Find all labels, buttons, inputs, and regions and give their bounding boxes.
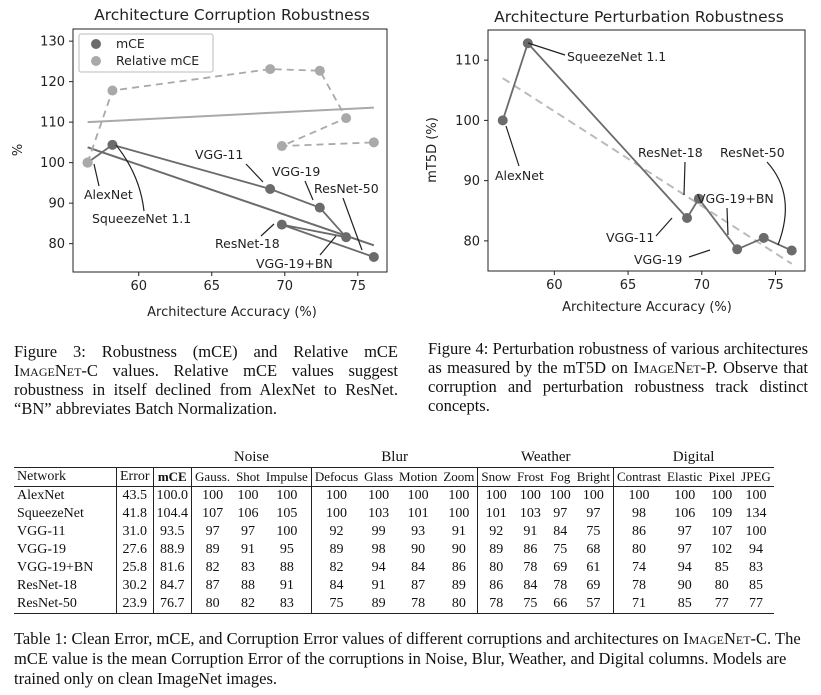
arrow4-resnet18: [684, 162, 685, 195]
ce-cell: 100: [674, 488, 696, 503]
fig4-ytick-label: 110: [455, 53, 480, 69]
fig4-caption-imagenet: ImageNet: [633, 358, 701, 377]
ce-cell: 100: [549, 488, 571, 503]
ce-cell: 86: [632, 524, 647, 539]
fig4-ytick-label: 90: [463, 174, 480, 190]
annot4-vgg19bn: VGG-19+BN: [697, 191, 774, 206]
fig3-point-1: [277, 141, 287, 151]
col-network: Network: [14, 468, 117, 487]
ce-cell: 87: [205, 578, 220, 593]
mce-cell: 84.7: [153, 577, 192, 595]
fig4-caption-post: -P. Observe that corruption and perturbation robustness track distinct concepts.: [428, 358, 809, 415]
table-column-header: [14, 468, 774, 487]
annot-vgg11: VGG-11: [195, 147, 244, 162]
ce-cell: 106: [237, 506, 259, 521]
network-cell: ResNet-18: [17, 578, 77, 593]
mce-cell: 88.9: [153, 541, 192, 559]
ce-cell: 88: [241, 578, 255, 593]
ce-cell: 97: [553, 506, 568, 521]
annot4-vgg11: VGG-11: [606, 230, 655, 245]
fig3-ytick-label: 90: [48, 196, 65, 212]
ce-cell: 100: [325, 506, 347, 521]
error-cell: 41.8: [117, 505, 154, 523]
fig3-point-1: [83, 158, 93, 168]
ce-cell: 106: [674, 506, 696, 521]
fig4-ytick-label: 80: [463, 234, 480, 250]
col-gauss: Gauss.: [192, 468, 234, 487]
ce-cell: 87: [411, 578, 426, 593]
fig3-legend: [79, 34, 213, 72]
table-row: [14, 577, 774, 595]
ce-cell: 69: [553, 560, 568, 575]
col-error: Error: [117, 468, 154, 487]
ce-cell: 101: [407, 506, 429, 521]
annot-vgg19: VGG-19: [272, 164, 321, 179]
ce-cell: 90: [411, 542, 426, 557]
col-motion: Motion: [396, 468, 440, 487]
network-cell: VGG-11: [17, 524, 66, 539]
fig3-ytick-label: 100: [40, 156, 65, 172]
error-cell: 43.5: [117, 487, 154, 506]
ce-cell: 100: [628, 488, 650, 503]
ce-cell: 69: [574, 577, 614, 595]
ce-cell: 100: [263, 487, 311, 506]
fig3-annotations: [84, 147, 379, 271]
ce-cell: 82: [233, 595, 263, 614]
fig3-point-0: [277, 220, 287, 230]
ce-cell: 100: [711, 488, 733, 503]
network-cell: AlexNet: [17, 488, 65, 503]
ce-cell: 97: [677, 524, 692, 539]
col-defocus: Defocus: [311, 468, 361, 487]
fig4-ylabel: mT5D (%): [425, 117, 440, 183]
col-impulse: Impulse: [263, 468, 311, 487]
ce-cell: 94: [677, 560, 692, 575]
ce-cell: 89: [361, 595, 396, 614]
arrow4-vgg11: [656, 218, 672, 236]
ce-cell: 90: [440, 541, 478, 559]
arrow4-vgg19bn: [727, 208, 728, 235]
ce-cell: 109: [711, 506, 733, 521]
ce-cell: 84: [523, 578, 538, 593]
ce-cell: 92: [329, 524, 344, 539]
ce-cell: 100: [440, 505, 478, 523]
ce-cell: 100: [407, 488, 429, 503]
annot4-squeezenet: SqueezeNet 1.1: [567, 49, 667, 64]
ce-cell: 100: [745, 524, 767, 539]
table-1: [14, 447, 774, 614]
ce-cell: 75: [311, 595, 361, 614]
col-jpeg: JPEG: [738, 468, 774, 487]
ce-cell: 100: [263, 523, 311, 541]
fig3-caption-imagenet: ImageNet: [14, 361, 82, 380]
group-digital: Digital: [672, 449, 715, 465]
fig3-point-0: [107, 140, 117, 150]
fig4-xtick-label: 65: [619, 278, 637, 293]
ce-cell: 100: [745, 488, 767, 503]
legend-relmce-marker: [91, 56, 101, 66]
ce-cell: 86: [489, 578, 504, 593]
ce-cell: 78: [553, 578, 568, 593]
annot4-vgg19: VGG-19: [634, 252, 683, 267]
ce-cell: 84: [411, 560, 426, 575]
ce-cell: 90: [677, 578, 692, 593]
ce-cell: 78: [632, 578, 647, 593]
annot-resnet50: ResNet-50: [314, 181, 379, 196]
fig3-title: Architecture Corruption Robustness: [94, 6, 370, 24]
annot4-resnet50: ResNet-50: [720, 145, 785, 160]
ce-cell: 97: [241, 524, 255, 539]
ce-cell: 80: [632, 542, 647, 557]
fig3-trend-1: [88, 108, 374, 123]
ce-cell: 100: [368, 488, 390, 503]
table-row: [14, 523, 774, 541]
ce-cell: 83: [263, 595, 311, 614]
table-group-header: [14, 447, 774, 468]
fig4-ytick-label: 100: [455, 113, 480, 129]
ce-cell: 91: [371, 578, 386, 593]
table-row: [14, 559, 774, 577]
fig3-ylabel: %: [11, 143, 26, 157]
ce-cell: 80: [192, 595, 234, 614]
ce-cell: 134: [745, 506, 767, 521]
fig4-xtick-label: 70: [693, 278, 711, 293]
ce-cell: 78: [478, 595, 514, 614]
ce-cell: 98: [371, 542, 386, 557]
arrow-alexnet: [94, 164, 99, 186]
fig3-ytick-label: 120: [40, 75, 65, 91]
ce-cell: 80: [440, 595, 478, 614]
ce-cell: 98: [632, 506, 647, 521]
error-cell: 23.9: [117, 595, 154, 614]
ce-cell: 100: [202, 488, 224, 503]
ce-cell: 84: [329, 578, 344, 593]
ce-cell: 86: [440, 559, 478, 577]
ce-cell: 103: [368, 506, 390, 521]
network-cell: ResNet-50: [14, 595, 117, 614]
ce-cell: 91: [523, 524, 538, 539]
ce-cell: 89: [205, 542, 220, 557]
ce-cell: 89: [489, 542, 504, 557]
ce-cell: 95: [263, 541, 311, 559]
fig3-xlabel: Architecture Accuracy (%): [147, 305, 317, 320]
ce-cell: 91: [241, 542, 255, 557]
fig3-caption-pre: Robustness (mCE) and Relative mCE: [101, 342, 399, 361]
ce-cell: 105: [263, 505, 311, 523]
table-caption-imagenet: ImageNet: [683, 629, 751, 648]
error-cell: 31.0: [117, 523, 154, 541]
group-blur: Blur: [381, 449, 408, 465]
legend-mce-marker: [91, 39, 101, 49]
col-snow: Snow: [478, 468, 514, 487]
fig3-xtick-label: 75: [349, 279, 367, 294]
ce-cell: 100: [519, 488, 541, 503]
fig4-point: [498, 115, 508, 125]
mce-cell: 93.5: [153, 523, 192, 541]
ce-cell: 71: [613, 595, 664, 614]
fig3-point-1: [265, 64, 275, 74]
fig3-xtick-label: 70: [276, 279, 294, 294]
fig3-point-1: [341, 113, 351, 123]
col-fog: Fog: [547, 468, 574, 487]
col-glass: Glass: [361, 468, 396, 487]
ce-cell: 97: [205, 524, 220, 539]
table-row: [14, 595, 774, 614]
fig3-point-1: [107, 86, 117, 96]
fig3-point-0: [369, 252, 379, 262]
fig3-point-1: [315, 66, 325, 76]
fig3-ytick-label: 110: [40, 115, 65, 131]
ce-cell: 89: [329, 542, 344, 557]
ce-cell: 82: [329, 560, 344, 575]
ce-cell: 78: [523, 560, 538, 575]
ce-cell: 85: [748, 578, 763, 593]
ce-cell: 93: [411, 524, 426, 539]
fig3-point-0: [341, 232, 351, 242]
mce-cell: 76.7: [153, 595, 192, 614]
arrow4-vgg19: [689, 250, 710, 257]
ce-cell: 77: [705, 595, 738, 614]
col-zoom: Zoom: [440, 468, 478, 487]
fig4-xlabel: Architecture Accuracy (%): [562, 300, 732, 315]
fig3-ytick-label: 80: [48, 237, 65, 253]
figure-3-caption: [14, 342, 398, 418]
arrow-vgg11: [246, 164, 263, 182]
ce-cell: 92: [489, 524, 504, 539]
figure-3-chart: [0, 0, 400, 330]
fig4-title: Architecture Perturbation Robustness: [494, 8, 784, 26]
ce-cell: 107: [202, 506, 224, 521]
fig3-point-1: [369, 137, 379, 147]
table-caption-label: Table 1:: [14, 629, 68, 648]
ce-cell: 68: [574, 541, 614, 559]
fig4-annotations: [495, 49, 785, 267]
mce-cell: 81.6: [153, 559, 192, 577]
error-cell: 27.6: [117, 541, 154, 559]
ce-cell: 100: [325, 488, 347, 503]
network-cell: VGG-19: [17, 542, 66, 557]
network-cell: VGG-19+BN: [17, 560, 94, 575]
fig3-xtick-label: 65: [203, 279, 221, 294]
annot-alexnet: AlexNet: [84, 187, 133, 202]
figure-4-caption: [428, 339, 808, 415]
ce-cell: 99: [371, 524, 386, 539]
legend-mce-label: mCE: [116, 36, 145, 51]
ce-cell: 80: [489, 560, 504, 575]
group-weather: Weather: [520, 449, 571, 465]
fig3-ytick-label: 130: [40, 34, 65, 50]
ce-cell: 78: [396, 595, 440, 614]
annot-vgg19bn: VGG-19+BN: [256, 256, 333, 271]
col-pixel: Pixel: [705, 468, 738, 487]
fig4-point: [523, 38, 533, 48]
ce-cell: 84: [553, 524, 568, 539]
table-row: [14, 487, 774, 506]
mce-cell: 104.4: [153, 505, 192, 523]
arrow-vgg19: [305, 181, 313, 200]
fig4-point: [787, 246, 797, 256]
ce-cell: 75: [514, 595, 547, 614]
annot-squeezenet: SqueezeNet 1.1: [92, 211, 192, 226]
arrow-resnet18: [261, 224, 274, 236]
ce-cell: 100: [485, 488, 507, 503]
col-bright: Bright: [574, 468, 614, 487]
col-shot: Shot: [233, 468, 263, 487]
legend-relmce-label: Relative mCE: [116, 53, 200, 68]
group-noise: Noise: [233, 449, 269, 465]
arrow-resnet50: [343, 198, 362, 250]
ce-cell: 61: [574, 559, 614, 577]
annot-resnet18: ResNet-18: [215, 236, 280, 251]
ce-cell: 82: [205, 560, 220, 575]
fig4-caption-pre: Perturbation robustness of various architectures as measured by the mT5D on: [428, 339, 808, 377]
ce-cell: 94: [748, 542, 763, 557]
fig4-point: [732, 244, 742, 254]
ce-cell: 83: [748, 560, 763, 575]
annot4-alexnet: AlexNet: [495, 168, 544, 183]
ce-cell: 100: [237, 488, 259, 503]
fig4-point: [682, 213, 692, 223]
fig3-caption-post: -C values. Relative mCE values suggest robustness in itself declined from AlexNet to ResNet. “BN” abbreviates Batch Normalization.: [14, 361, 398, 418]
ce-cell: 94: [371, 560, 386, 575]
ce-cell: 85: [714, 560, 729, 575]
table-row: [14, 541, 774, 559]
ce-cell: 89: [440, 577, 478, 595]
ce-cell: 86: [523, 542, 538, 557]
ce-cell: 57: [574, 595, 614, 614]
ce-cell: 88: [263, 559, 311, 577]
ce-cell: 103: [519, 506, 541, 521]
arrow4-alexnet: [506, 126, 519, 166]
ce-cell: 75: [553, 542, 568, 557]
table-1-caption: [14, 629, 812, 689]
fig3-point-0: [265, 184, 275, 194]
ce-cell: 100: [574, 487, 614, 506]
ce-cell: 100: [440, 487, 478, 506]
ce-cell: 101: [485, 506, 507, 521]
table-caption-pre: Clean Error, mCE, and Corruption Error values of different corruptions and architectures on: [71, 629, 680, 648]
ce-cell: 80: [714, 578, 729, 593]
ce-cell: 91: [263, 577, 311, 595]
fig3-point-0: [315, 203, 325, 213]
fig3-caption-label: Figure 3:: [14, 342, 86, 361]
table-caption-post: -C. The mCE value is the mean Corruption Error of the corruptions in Noise, Blur, Weather, and Digital columns. Models are trained only on clean ImageNet images.: [14, 629, 801, 688]
fig4-xtick-label: 60: [546, 278, 563, 293]
ce-cell: 107: [711, 524, 733, 539]
fig4-caption-label: Figure 4:: [428, 339, 489, 358]
ce-cell: 97: [677, 542, 692, 557]
error-cell: 25.8: [117, 559, 154, 577]
ce-cell: 97: [574, 505, 614, 523]
ce-cell: 85: [664, 595, 705, 614]
ce-cell: 83: [241, 560, 255, 575]
mce-cell: 100.0: [153, 487, 192, 506]
network-cell: SqueezeNet: [17, 506, 84, 521]
fig3-xtick-label: 60: [130, 279, 147, 294]
annot4-resnet18: ResNet-18: [638, 145, 703, 160]
error-cell: 30.2: [117, 577, 154, 595]
col-elastic: Elastic: [664, 468, 705, 487]
col-mce: mCE: [153, 468, 192, 487]
ce-cell: 77: [738, 595, 774, 614]
fig4-xtick-label: 75: [767, 278, 784, 293]
figure-4-chart: [412, 0, 821, 330]
ce-cell: 91: [440, 523, 478, 541]
ce-cell: 102: [711, 542, 733, 557]
ce-cell: 75: [574, 523, 614, 541]
ce-cell: 74: [632, 560, 647, 575]
ce-cell: 66: [547, 595, 574, 614]
fig4-point: [759, 233, 769, 243]
table-row: [14, 505, 774, 523]
col-contrast: Contrast: [613, 468, 664, 487]
col-frost: Frost: [514, 468, 547, 487]
